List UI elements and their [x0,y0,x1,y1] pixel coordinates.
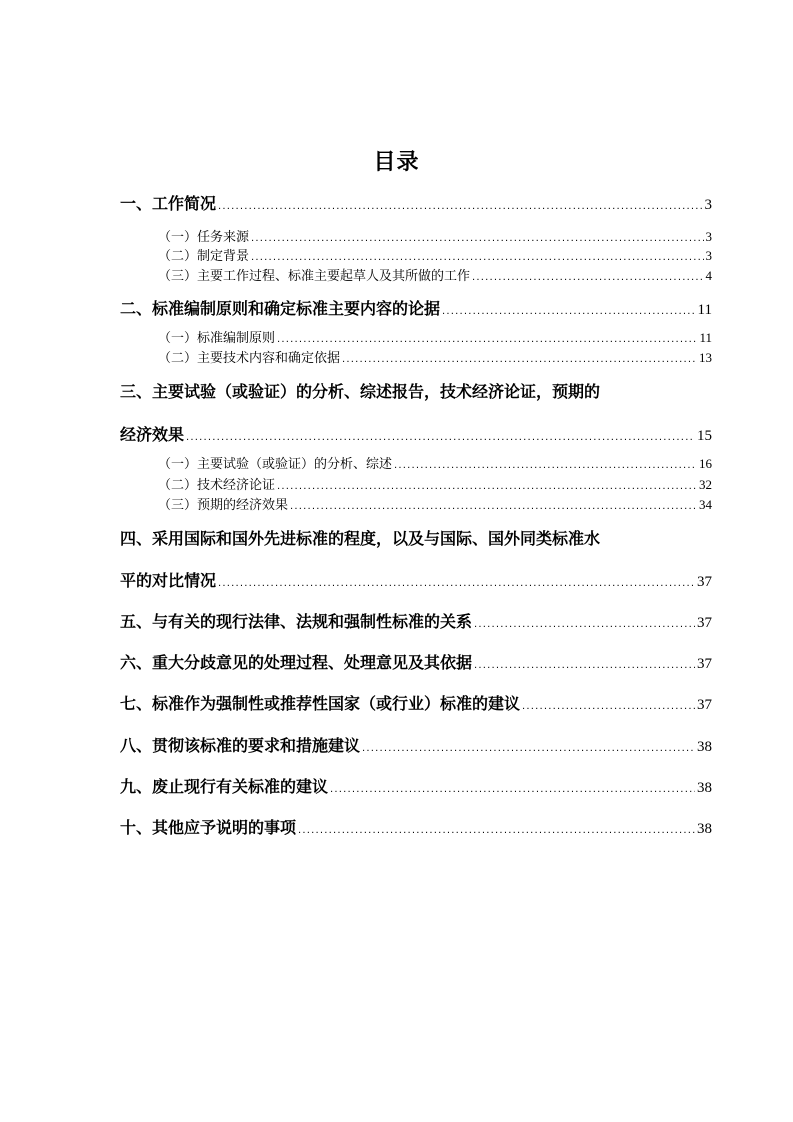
toc-dot-leader [442,306,696,317]
toc-page-number: 3 [705,229,712,244]
toc-dot-leader [472,272,703,283]
toc-entry-label: （一）任务来源 [158,230,250,245]
toc-entry-5[interactable] [120,609,712,632]
toc-entry-1-3[interactable] [158,265,712,284]
toc-page-number: 37 [697,574,712,590]
toc-entry-label: 经济效果 [120,425,185,444]
toc-entry-label: 五、与有关的现行法律、法规和强制性标准的关系 [120,612,473,631]
toc-page-number: 32 [699,477,712,492]
toc-entry-4[interactable] [120,568,712,591]
toc-page-number: 11 [699,330,712,345]
toc-entry-3[interactable] [120,422,712,445]
toc-entry-label: （三）预期的经济效果 [158,498,289,513]
toc-page-number: 11 [697,302,712,318]
toc-dot-leader [522,701,695,712]
toc-entry-label: （二）技术经济论证 [158,478,276,493]
toc-entry-1[interactable] [120,191,712,214]
toc-page-number: 38 [697,821,712,837]
toc-dot-leader [290,501,697,512]
toc-page-number: 3 [705,248,712,263]
toc-page-number: 37 [697,615,712,631]
toc-dot-leader [298,825,695,836]
toc-entry-8[interactable] [120,733,712,756]
toc-dot-leader [362,743,695,754]
toc-page-number: 37 [697,697,712,713]
toc-dot-leader [474,619,695,630]
toc-title: 目录 [373,150,420,175]
toc-dot-leader [474,660,695,671]
toc-entry-label: （二）制定背景 [158,249,250,264]
toc-dot-leader [277,481,697,492]
toc-entry-1-1[interactable] [158,226,712,245]
toc-dot-leader [218,201,702,212]
toc-entry-1-2[interactable] [158,245,712,264]
toc-entry-label: 一、工作简况 [120,194,217,213]
toc-dot-leader [394,460,697,471]
toc-page-number: 34 [699,497,712,512]
toc-entry-7[interactable] [120,691,712,714]
toc-entry-2[interactable] [120,296,712,319]
toc-entry-3-2[interactable] [158,474,712,493]
toc-entry-label: （一）主要试验（或验证）的分析、综述 [158,457,393,472]
toc-entry-label: 二、标准编制原则和确定标准主要内容的论据 [120,299,441,318]
toc-entry-6[interactable] [120,650,712,673]
toc-entry-3-line1[interactable]: 三、主要试验（或验证）的分析、综述报告，技术经济论证，预期的 [120,382,601,401]
toc-entry-4-line1[interactable]: 四、采用国际和国外先进标准的程度，以及与国际、国外同类标准水 [120,529,601,548]
toc-dot-leader [277,334,697,345]
toc-entry-2-1[interactable] [158,327,712,346]
toc-entry-label: 七、标准作为强制性或推荐性国家（或行业）标准的建议 [120,694,521,713]
toc-dot-leader [342,354,697,365]
toc-page-number: 16 [699,456,712,471]
toc-entry-3-1[interactable] [158,453,712,472]
toc-entry-label: （三）主要工作过程、标准主要起草人及其所做的工作 [158,269,471,284]
toc-page-number: 4 [705,268,712,283]
toc-dot-leader [218,578,695,589]
toc-dot-leader [251,233,703,244]
toc-dot-leader [251,252,703,263]
toc-dot-leader [186,432,695,443]
toc-page-number: 15 [697,428,712,444]
toc-page-number: 13 [699,350,712,365]
toc-entry-10[interactable] [120,815,712,838]
toc-entry-label: （二）主要技术内容和确定依据 [158,351,341,366]
toc-entry-label: 九、废止现行有关标准的建议 [120,777,329,796]
toc-page-number: 37 [697,656,712,672]
toc-page-number: 38 [697,780,712,796]
toc-page-number: 38 [697,739,712,755]
toc-entry-label: （一）标准编制原则 [158,331,276,346]
toc-dot-leader [330,784,695,795]
toc-entry-2-2[interactable] [158,347,712,366]
toc-entry-label: 八、贯彻该标准的要求和措施建议 [120,736,361,755]
toc-entry-label: 六、重大分歧意见的处理过程、处理意见及其依据 [120,653,473,672]
toc-page-number: 3 [704,197,712,213]
toc-entry-9[interactable] [120,774,712,797]
toc-entry-label: 平的对比情况 [120,571,217,590]
toc-entry-3-3[interactable] [158,494,712,513]
toc-entry-label: 十、其他应予说明的事项 [120,818,297,837]
